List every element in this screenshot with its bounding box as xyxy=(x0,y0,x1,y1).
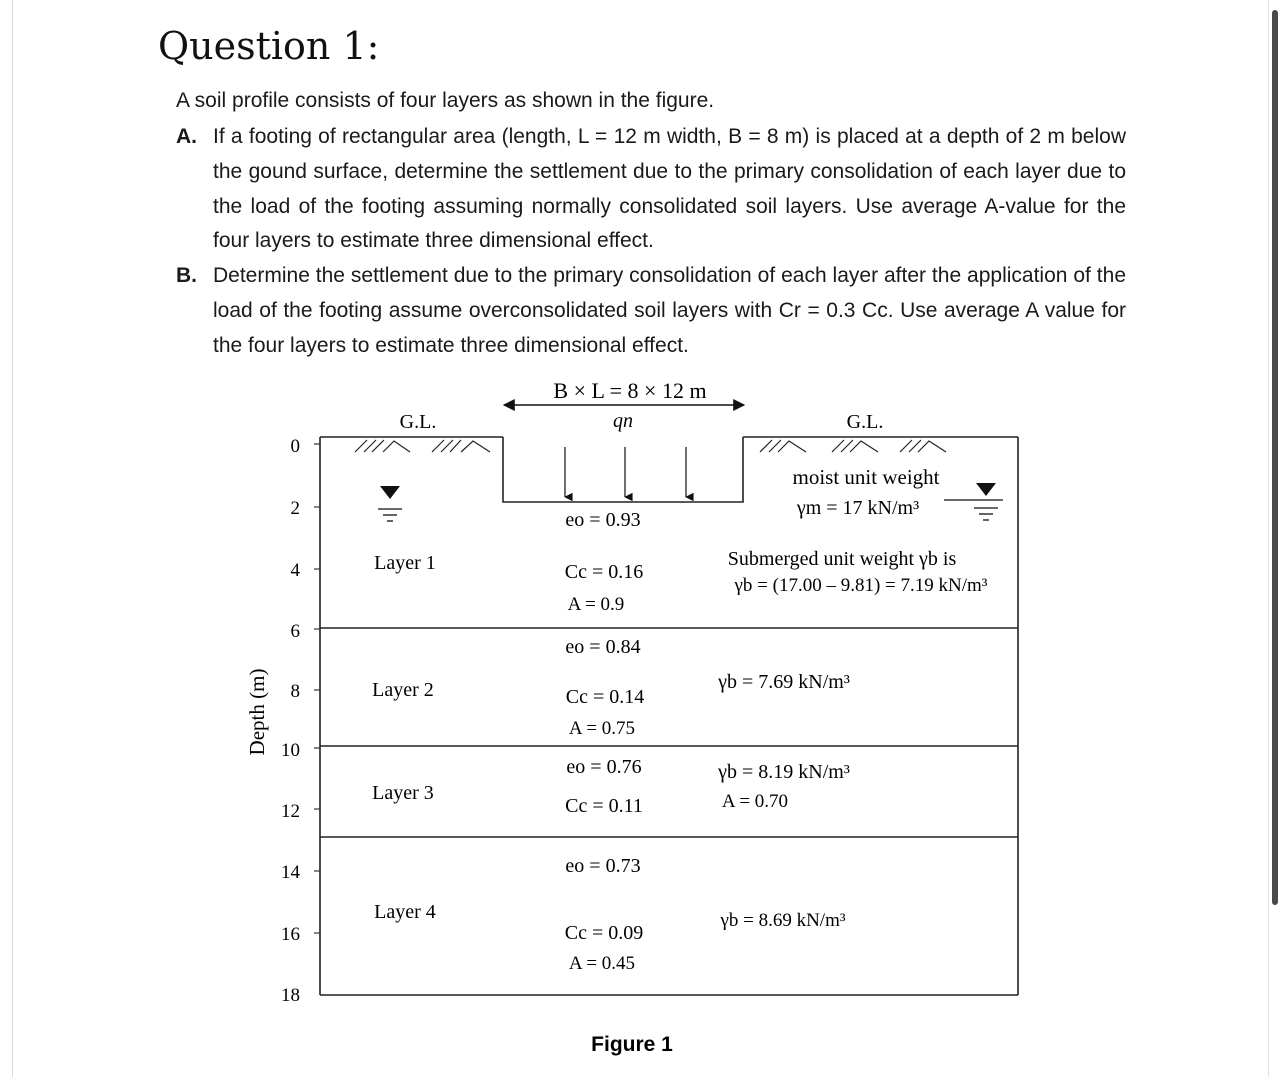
water-table-icon xyxy=(378,486,402,521)
moist-unit-weight-value: γm = 17 kN/m³ xyxy=(796,497,920,519)
compression-index: Cc = 0.11 xyxy=(565,795,643,817)
question-title: Question 1: xyxy=(158,24,380,68)
layer-4 xyxy=(374,855,846,974)
buoyant-unit-weight: γb = 7.69 kN/m³ xyxy=(718,671,850,693)
void-ratio: eo = 0.84 xyxy=(565,636,641,658)
question-intro: A soil profile consists of four layers as shown in the figure. xyxy=(176,89,715,112)
layer-1 xyxy=(374,509,643,615)
a-value: A = 0.9 xyxy=(567,594,625,615)
ground-level-right: G.L. xyxy=(846,411,884,433)
load-label: qn xyxy=(613,410,633,432)
figure-caption: Figure 1 xyxy=(591,1033,673,1056)
part-b-text: Determine the settlement due to the primary consolidation of each layer after the application of the load of the footing assume overconsolidated soil layers with Cr = 0.3 Cc. Use average A value for the four layers to estimate three dimensional effect. xyxy=(213,264,1126,357)
part-a-text: If a footing of rectangular area (length, L = 12 m width, B = 8 m) is placed at a depth of 2 m below the gound surface, determine the settlement due to the primary consolidation of each layer due to the load of the footing assuming normally consolidated soil layers. Use average A-value for the four layers to estimate three dimensional effect. xyxy=(213,125,1126,253)
depth-tick-label: 0 xyxy=(290,436,300,457)
a-value: A = 0.75 xyxy=(568,718,636,739)
depth-tick-label: 14 xyxy=(281,862,300,883)
a-value: A = 0.45 xyxy=(568,953,636,974)
part-b-letter: B. xyxy=(176,264,197,287)
depth-tick-label: 8 xyxy=(290,681,300,702)
layer-3 xyxy=(372,756,850,817)
footing-dimension-label: B × L = 8 × 12 m xyxy=(553,378,707,403)
layer-name: Layer 1 xyxy=(374,552,436,574)
depth-axis-label: Depth (m) xyxy=(245,668,269,756)
depth-tick-label: 4 xyxy=(290,560,300,581)
compression-index: Cc = 0.09 xyxy=(564,922,644,944)
ground-level-left: G.L. xyxy=(399,411,437,433)
buoyant-unit-weight: γb = 8.69 kN/m³ xyxy=(720,910,846,931)
depth-tick-label: 6 xyxy=(290,621,300,642)
buoyant-unit-weight: γb = 8.19 kN/m³ xyxy=(718,761,850,783)
part-a-letter: A. xyxy=(176,125,197,148)
a-value: A = 0.70 xyxy=(721,791,789,812)
void-ratio: eo = 0.76 xyxy=(566,756,642,778)
depth-tick-labels xyxy=(281,436,301,1006)
layer-name: Layer 2 xyxy=(372,679,434,701)
load-arrows xyxy=(565,447,686,497)
depth-tick-label: 12 xyxy=(281,801,300,822)
depth-tick-label: 16 xyxy=(281,924,300,945)
layer-name: Layer 4 xyxy=(374,901,436,923)
depth-tick-label: 10 xyxy=(281,740,300,761)
depth-tick-label: 2 xyxy=(290,498,300,519)
compression-index: Cc = 0.16 xyxy=(564,561,644,583)
depth-ticks xyxy=(314,444,320,933)
ground-hatching xyxy=(355,440,946,452)
layer-name: Layer 3 xyxy=(372,782,434,804)
layer-2 xyxy=(372,636,850,739)
water-table-icon xyxy=(944,483,1003,520)
compression-index: Cc = 0.14 xyxy=(565,686,645,708)
footing-base xyxy=(503,437,743,502)
void-ratio: eo = 0.93 xyxy=(565,509,641,531)
moist-unit-weight-label: moist unit weight xyxy=(792,465,940,489)
submerged-unit-weight-label: Submerged unit weight γb is xyxy=(727,548,957,570)
void-ratio: eo = 0.73 xyxy=(565,855,641,877)
submerged-unit-weight-value: γb = (17.00 – 9.81) = 7.19 kN/m³ xyxy=(734,575,988,596)
depth-tick-label: 18 xyxy=(281,985,300,1006)
